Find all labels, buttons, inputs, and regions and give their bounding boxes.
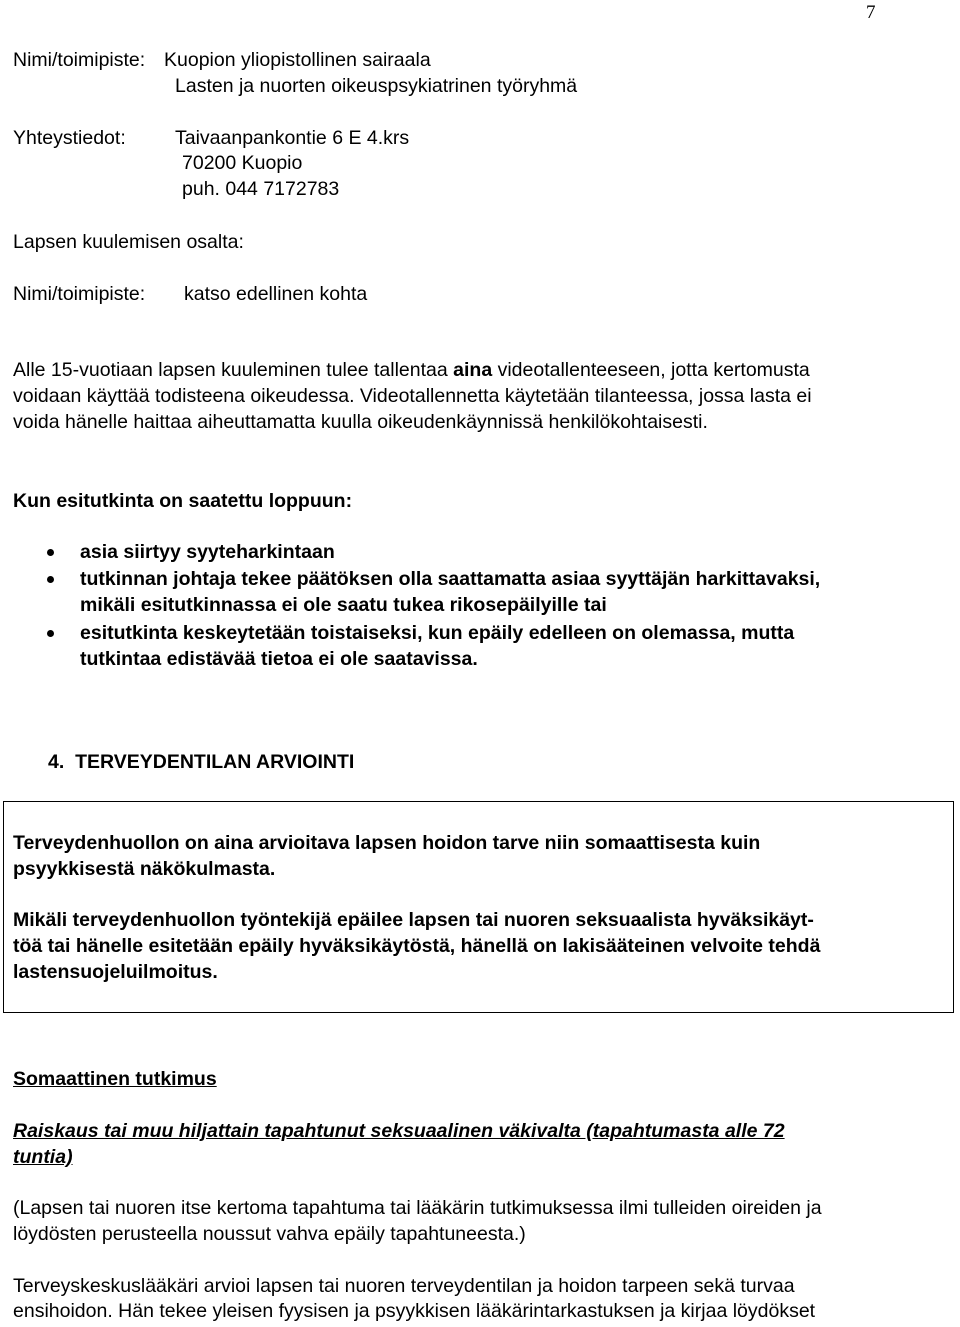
somatic-paragraph1-line2: löydösten perusteella noussut vahva epäily tapahtuneesta.) — [13, 1223, 526, 1245]
section4-heading: 4. TERVEYDENTILAN ARVIOINTI — [48, 751, 355, 773]
hearing-name-label: Nimi/toimipiste: — [13, 283, 146, 305]
investigation-bullet3-line2: tutkintaa edistävää tietoa ei ole saatavissa. — [80, 648, 478, 670]
contact-phone: puh. 044 7172783 — [182, 178, 340, 200]
somatic-paragraph2-line2: ensihoidon. Hän tekee yleisen fyysisen ja psyykkisen lääkärintarkastuksen ja kirjaa löydökset — [13, 1300, 816, 1322]
investigation-bullet2-line1: tutkinnan johtaja tekee päätöksen olla saattamatta asiaa syyttäjän harkittavaksi, — [80, 568, 821, 590]
hearing-text-after: videotallenteeseen, jotta kertomusta — [492, 359, 810, 381]
bullet-icon — [47, 549, 54, 556]
somatic-subheading-line2: tuntia) — [13, 1146, 73, 1168]
hearing-paragraph-line3: voida hänelle haittaa aiheuttamatta kuulla oikeudenkäynnissä henkilökohtaisesti. — [13, 411, 708, 433]
box-paragraph2-line2: töä tai hänelle esitetään epäily hyväksikäytöstä, hänellä on lakisääteinen velvoite tehdä — [13, 935, 821, 957]
contact-address2: 70200 Kuopio — [182, 152, 303, 174]
investigation-bullet3-line1: esitutkinta keskeytetään toistaiseksi, kun epäily edelleen on olemassa, mutta — [80, 622, 795, 644]
somatic-heading: Somaattinen tutkimus — [13, 1068, 217, 1090]
box-paragraph1-line2: psyykkisestä näkökulmasta. — [13, 858, 276, 880]
page-number: 7 — [866, 2, 876, 23]
hearing-paragraph-line2: voidaan käyttää todisteena oikeudessa. Videotallennetta käytetään tilanteessa, jossa lasta ei — [13, 385, 812, 407]
contact-name-line1: Kuopion yliopistollinen sairaala — [164, 49, 431, 71]
hearing-text-before: Alle 15-vuotiaan lapsen kuuleminen tulee tallentaa — [13, 359, 454, 381]
bullet-icon — [47, 576, 54, 583]
hearing-paragraph-line1 — [13, 357, 810, 383]
box-paragraph2-line1: Mikäli terveydenhuollon työntekijä epäilee lapsen tai nuoren seksuaalista hyväksikäyt- — [13, 909, 814, 931]
investigation-bullet1: asia siirtyy syyteharkintaan — [80, 541, 335, 563]
box-paragraph1-line1: Terveydenhuollon on aina arvioitava lapsen hoidon tarve niin somaattisesta kuin — [13, 832, 761, 854]
box-paragraph2-line3: lastensuojeluilmoitus. — [13, 961, 218, 983]
contact-address1: Taivaanpankontie 6 E 4.krs — [175, 127, 410, 149]
contact-details-label: Yhteystiedot: — [13, 127, 126, 149]
somatic-paragraph2-line1: Terveyskeskuslääkäri arvioi lapsen tai nuoren terveydentilan ja hoidon tarpeen sekä turvaa — [13, 1275, 795, 1297]
somatic-paragraph1-line1: (Lapsen tai nuoren itse kertoma tapahtuma tai lääkärin tutkimuksessa ilmi tulleiden oireiden ja — [13, 1197, 822, 1219]
contact-name-label: Nimi/toimipiste: — [13, 49, 146, 71]
bullet-icon — [47, 630, 54, 637]
hearing-text-bold: aina — [453, 359, 493, 381]
investigation-heading: Kun esitutkinta on saatettu loppuun: — [13, 490, 353, 512]
hearing-heading: Lapsen kuulemisen osalta: — [13, 231, 244, 253]
contact-name-line2: Lasten ja nuorten oikeuspsykiatrinen työryhmä — [175, 75, 578, 97]
hearing-name-value: katso edellinen kohta — [184, 283, 368, 305]
somatic-subheading-line1: Raiskaus tai muu hiljattain tapahtunut seksuaalinen väkivalta (tapahtumasta alle 72 — [13, 1120, 785, 1142]
investigation-bullet2-line2: mikäli esitutkinnassa ei ole saatu tukea rikosepäilyille tai — [80, 594, 607, 616]
